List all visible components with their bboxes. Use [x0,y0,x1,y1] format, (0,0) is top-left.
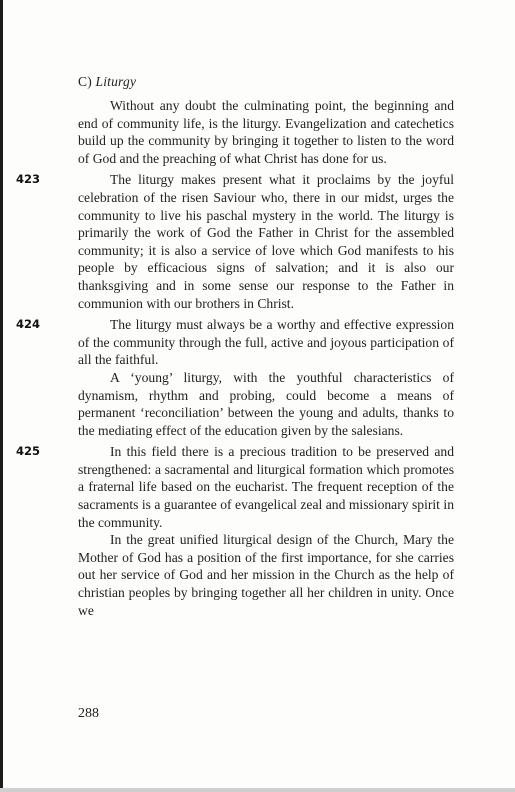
paragraph-423 [16,171,454,312]
paragraph-text: A ‘young’ liturgy, with the youthful characteristics of dynamism, rhythm and probing, could become a means of permanent ‘reconciliation’ between the young and adults, thanks to the mediating effect of the education given by the salesians. [78,369,454,438]
page-spine-edge [0,0,3,792]
margin-number: 425 [16,444,41,459]
paragraph-intro [78,97,454,167]
paragraph-425-continued [78,531,454,619]
paragraph-424 [16,316,454,369]
paragraph-text: Without any doubt the culminating point, the beginning and end of community life, is the liturgy. Evangelization and catechetics build up the community by bringing it together to listen to the word of God and the preaching of what Christ has done for us. [78,98,454,166]
paragraph-text: The liturgy must always be a worthy and effective expression of the community through the full, active and joyous participation of all the faithful. [78,317,454,368]
paragraph-425 [16,443,454,531]
paragraph-text: The liturgy makes present what it proclaims by the joyful celebration of the risen Saviour who, there in our midst, urges the community to live his paschal mystery in the world. The liturgy is primarily the work of God the Father in Christ for the assembled community; it is also a service of love which God manifests to his people by efficacious signs of salvation; and it is also our thanksgiving and in some sense our response to the Father in communion with our brothers in Christ. [78,172,454,311]
paragraph-424-continued [78,369,454,439]
section-title: Liturgy [95,74,137,89]
paragraph-text: In the great unified liturgical design of the Church, Mary the Mother of God has a position of the first importance, for she carries out her service of God and her mission in the Church as the help of christian peoples by bringing together all her children in unity. Once we [78,532,454,618]
paragraph-text: In this field there is a precious tradition to be preserved and strengthened: a sacramental and liturgical formation which promotes a fraternal life based on the eucharist. The frequent reception of the sacraments is a guarantee of evangelical zeal and missionary spirit in the community. [78,444,454,530]
section-marker: C) [78,74,92,89]
margin-number: 423 [16,172,41,187]
page-bottom-edge [0,788,515,792]
text-block [16,72,454,619]
section-heading [78,72,454,91]
margin-number: 424 [16,317,41,332]
page-number: 288 [78,706,99,721]
